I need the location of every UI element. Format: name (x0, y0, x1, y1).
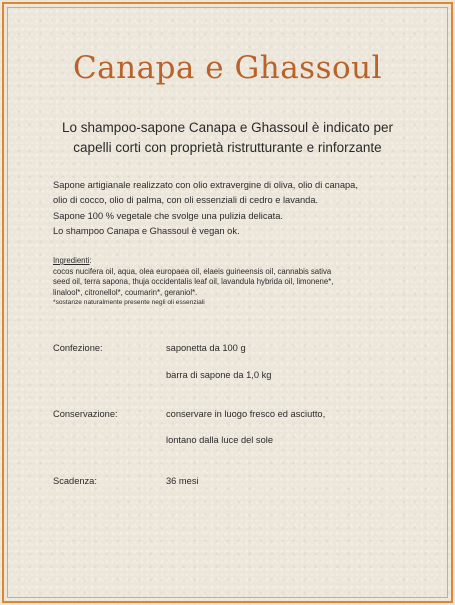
packaging-value: barra di sapone da 1,0 kg (166, 370, 272, 380)
subtitle-line-2: capelli corti con proprietà ristrutturante e rinforzante (73, 140, 382, 155)
product-subtitle (40, 118, 415, 158)
ingredients-heading (53, 256, 408, 267)
product-title: Canapa e Ghassoul (72, 50, 383, 86)
ingredients-line: seed oil, terra sapona, thuja occidentalis leaf oil, lavandula hybrida oil, limonene*, (53, 277, 334, 286)
ingredients-line: linalool*, citronellol*, coumarin*, geraniol*. (53, 287, 198, 297)
description-line: Sapone 100 % vegetale che svolge una pulizia delicata. (53, 210, 284, 221)
ingredients-section (53, 256, 408, 309)
ingredients-colon: : (89, 256, 92, 265)
storage-value: conservare in luogo fresco ed asciutto, (166, 409, 326, 419)
ingredients-label: Ingredienti (53, 256, 90, 265)
packaging-label: Confezione: (53, 343, 103, 353)
storage-value: lontano dalla luce del sole (166, 435, 273, 445)
description-line: Lo shampoo Canapa e Ghassoul è vegan ok. (53, 225, 240, 236)
product-description (53, 178, 403, 239)
expiry-label: Scadenza: (53, 476, 97, 486)
description-line: olio di cocco, olio di palma, con oli essenziali di cedro e lavanda. (53, 195, 319, 206)
storage-label: Conservazione: (53, 409, 118, 419)
ingredients-line: cocos nucifera oil, aqua, olea europaea oil, elaeis guineensis oil, cannabis sativa (53, 266, 332, 276)
packaging-value: saponetta da 100 g (166, 343, 246, 353)
ingredients-note: *sostanze naturalmente presente negli oli essenziali (53, 299, 205, 306)
subtitle-line-1: Lo shampoo-sapone Canapa e Ghassoul è indicato per (62, 120, 393, 135)
description-line: Sapone artigianale realizzato con olio extravergine di oliva, olio di canapa, (53, 180, 358, 190)
expiry-value: 36 mesi (166, 476, 199, 486)
